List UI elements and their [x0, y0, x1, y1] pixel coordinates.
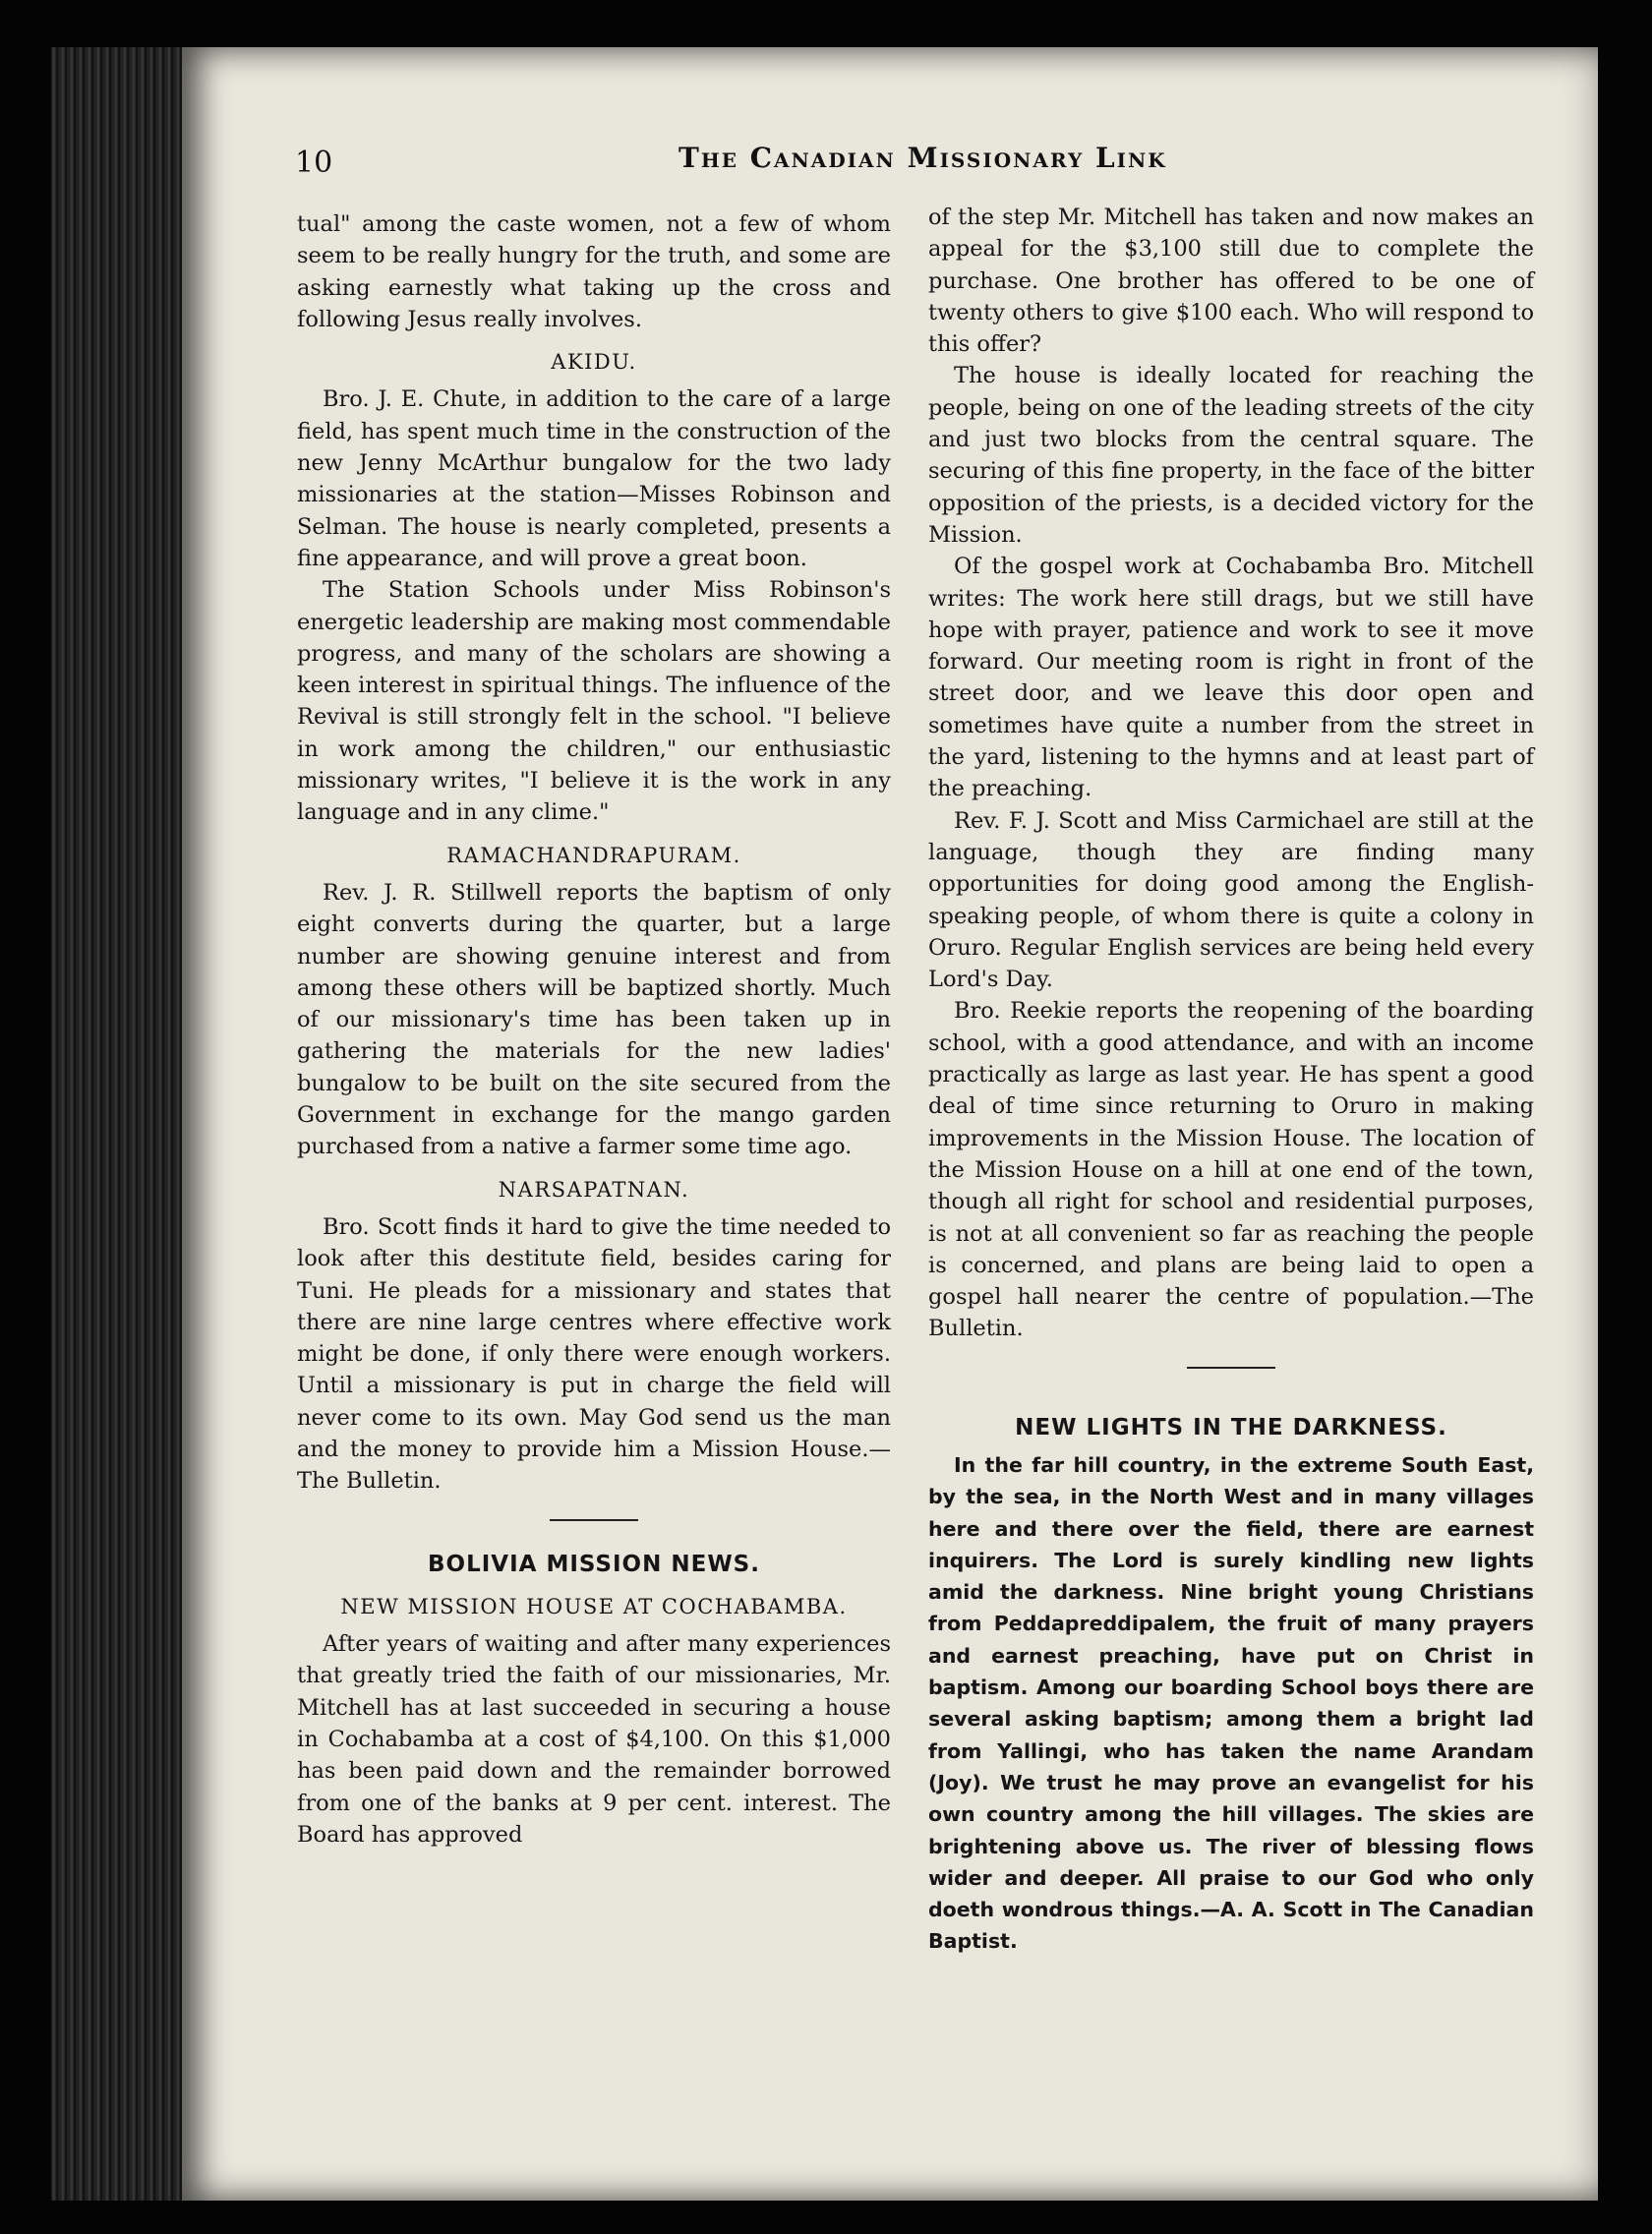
section-heading-akidu: AKIDU.: [551, 350, 637, 375]
section-heading-ramachandrapuram: RAMACHANDRAPURAM.: [446, 843, 741, 867]
section-divider: [550, 1519, 638, 1521]
new-lights-article: [928, 1449, 1534, 1958]
article-paragraph: Rev. F. J. Scott and Miss Carmichael are still at the language, though they are finding many opportunities for doing good among the English-speaking people, of whom there is quite a colony in Oruro. Regular English services are being held every Lord's Day.: [928, 807, 1534, 993]
article-paragraph: Of the gospel work at Cochabamba Bro. Mitchell writes: The work here still drags, but we still have hope with prayer, patience and work to see it move forward. Our meeting room is right in front of the street door, and we leave this door open and sometimes have quite a number from the street in the yard, listening to the hymns and at least part of the preaching.: [928, 554, 1534, 802]
section-heading-narsapatnan: NARSAPATNAN.: [498, 1177, 690, 1202]
section-divider: [1187, 1367, 1275, 1369]
left-column: [297, 208, 891, 1851]
article-paragraph: The Station Schools under Miss Robinson's energetic leadership are making most commendable progress, and many of the scholars are showing a keen interest in spiritual things. The influence of the Revival is still strongly felt in the school. "I believe in work among the children," our enthusiastic missionary writes, "I believe it is the work in any language and in any clime.": [297, 577, 891, 826]
article-paragraph: The house is ideally located for reaching the people, being on one of the leading streets of the city and just two blocks from the central square. The securing of this fine property, in the face of the bitter opposition of the priests, is a decided victory for the Mission.: [928, 363, 1534, 548]
article-paragraph: tual" among the caste women, not a few of whom seem to be really hungry for the truth, and some are asking earnestly what taking up the cross and following Jesus really involves.: [297, 211, 891, 332]
article-subtitle-cochabamba: NEW MISSION HOUSE AT COCHABAMBA.: [340, 1594, 848, 1618]
article-paragraph: Bro. Reekie reports the reopening of the boarding school, with a good attendance, and with an income practically as large as last year. He has spent a good deal of time since returning to Oruro in making improvements in the Mission House. The location of the Mission House on a hill at one end of the town, though all right for school and residential purposes, is not at all convenient so far as reaching the people is concerned, and plans are being laid to open a gospel hall nearer the centre of population.—The Bulletin.: [928, 998, 1534, 1342]
book-page-edges: [51, 47, 199, 2201]
right-column: [928, 202, 1534, 1958]
running-head-title: The Canadian Missionary Link: [678, 142, 1167, 174]
article-title-bolivia: BOLIVIA MISSION NEWS.: [427, 1551, 760, 1577]
page-number: 10: [295, 146, 333, 180]
article-paragraph: In the far hill country, in the extreme South East, by the sea, in the North West and in many villages here and there over the field, there are earnest inquirers. The Lord is surely kindling new lights amid the darkness. Nine bright young Christians from Peddapreddipalem, the fruit of many prayers and earnest preaching, have put on Christ in baptism. Among our boarding School boys there are several asking baptism; among them a bright lad from Yallingi, who has taken the name Arandam (Joy). We trust he may prove an evangelist for his own country among the hill villages. The skies are brightening above us. The river of blessing flows wider and deeper. All praise to our God who only doeth wondrous things.—A. A. Scott in The Canadian Baptist.: [928, 1452, 1534, 1954]
article-paragraph: After years of waiting and after many experiences that greatly tried the faith of our missionaries, Mr. Mitchell has at last succeeded in securing a house in Cochabamba at a cost of $4,100. On this $1,000 has been paid down and the remainder borrowed from one of the banks at 9 per cent. interest. The Board has approved: [297, 1631, 891, 1848]
article-paragraph: of the step Mr. Mitchell has taken and now makes an appeal for the $3,100 still due to complete the purchase. One brother has offered to be one of twenty others to give $100 each. Who will respond to this offer?: [928, 205, 1534, 358]
article-title-new-lights: NEW LIGHTS IN THE DARKNESS.: [1015, 1414, 1447, 1440]
article-paragraph: Rev. J. R. Stillwell reports the baptism of only eight converts during the quarter, but a large number are showing genuine interest and from among these others will be baptized shortly. Much of our missionary's time has been taken up in gathering the materials for the new ladies' bungalow to be built on the site secured from the Government in exchange for the mango garden purchased from a native a farmer some time ago.: [297, 879, 891, 1160]
article-paragraph: Bro. J. E. Chute, in addition to the care of a large field, has spent much time in the construction of the new Jenny McArthur bungalow for the two lady missionaries at the station—Misses Robinson and Selman. The house is nearly completed, presents a fine appearance, and will prove a great boon.: [297, 386, 891, 571]
article-paragraph: Bro. Scott finds it hard to give the time needed to look after this destitute field, besides caring for Tuni. He pleads for a missionary and states that there are nine large centres where effective work might be done, if only there were enough workers. Until a missionary is put in charge the field will never come to its own. May God send us the man and the money to provide him a Mission House.—The Bulletin.: [297, 1213, 891, 1495]
